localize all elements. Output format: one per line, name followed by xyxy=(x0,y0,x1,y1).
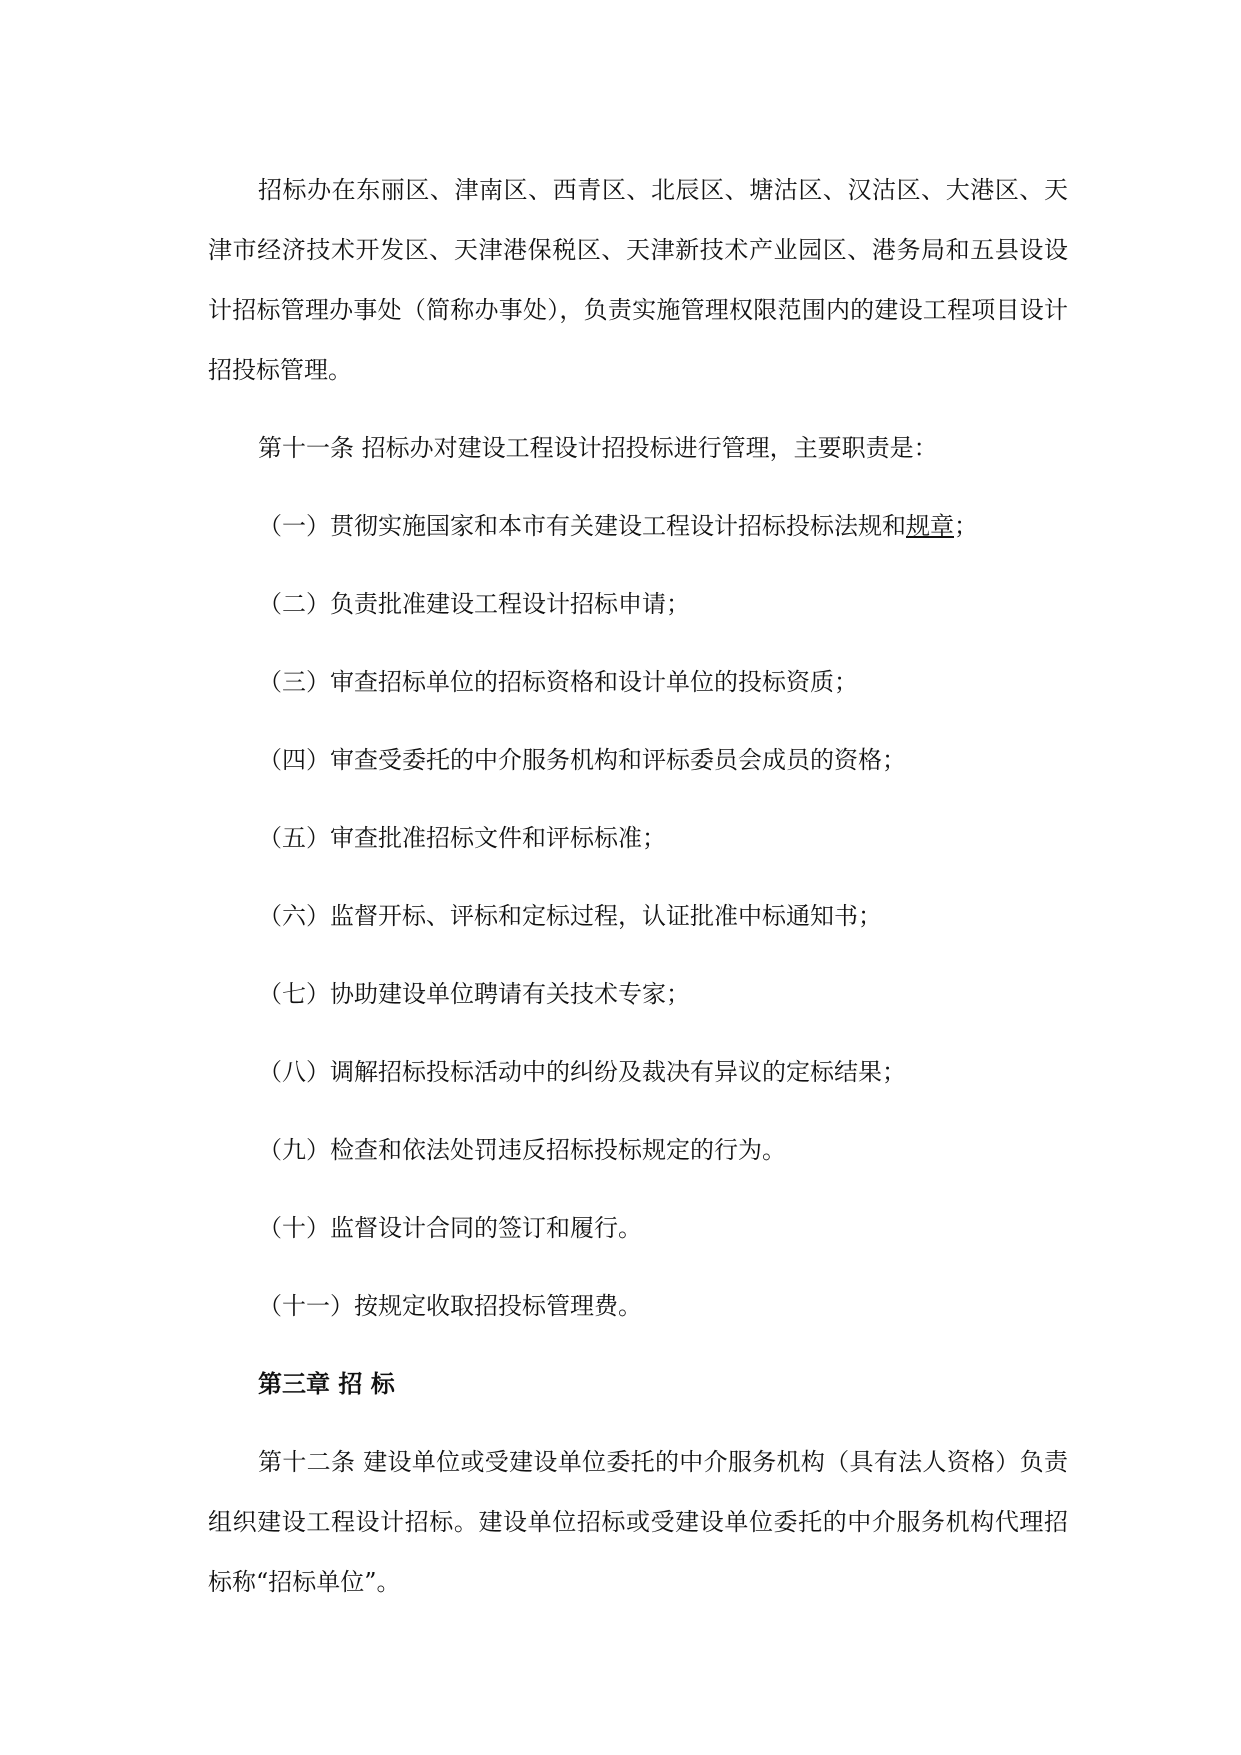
duty-item-7: （七）协助建设单位聘请有关技术专家； xyxy=(258,980,690,1008)
duty-item-11: （十一）按规定收取招投标管理费。 xyxy=(258,1292,642,1320)
duty-item-8: （八）调解招标投标活动中的纠纷及裁决有异议的定标结果； xyxy=(258,1058,906,1086)
document-page xyxy=(208,160,1068,1630)
duty-item-1-text: （一）贯彻实施国家和本市有关建设工程设计招标投标法规和 xyxy=(258,512,906,540)
duty-item-10: （十）监督设计合同的签订和履行。 xyxy=(258,1214,642,1242)
article-11-paragraph: 第十一条 招标办对建设工程设计招投标进行管理，主要职责是： xyxy=(258,434,938,462)
duty-item-4: （四）审查受委托的中介服务机构和评标委员会成员的资格； xyxy=(258,746,906,774)
duty-item-5: （五）审查批准招标文件和评标标准； xyxy=(258,824,666,852)
duty-item-9: （九）检查和依法处罚违反招标投标规定的行为。 xyxy=(258,1136,786,1164)
duty-item-1 xyxy=(208,496,1068,556)
duty-item-1-end: ； xyxy=(954,512,978,540)
regulations-link[interactable]: 规章 xyxy=(906,512,954,540)
intro-paragraph: 招标办在东丽区、津南区、西青区、北辰区、塘沽区、汉沽区、大港区、天津市经济技术开发区、天津港保税区、天津新技术产业园区、港务局和五县设设计招标管理办事处（简称办事处），负责实施管理权限范围内的建设工程项目设计招投标管理。 xyxy=(208,176,1068,384)
chapter-3-heading: 第三章 招 标 xyxy=(258,1370,395,1398)
duty-item-6: （六）监督开标、评标和定标过程，认证批准中标通知书； xyxy=(258,902,882,930)
duty-item-2: （二）负责批准建设工程设计招标申请； xyxy=(258,590,690,618)
duty-item-3: （三）审查招标单位的招标资格和设计单位的投标资质； xyxy=(258,668,858,696)
article-12-paragraph: 第十二条 建设单位或受建设单位委托的中介服务机构（具有法人资格）负责组织建设工程设计招标。建设单位招标或受建设单位委托的中介服务机构代理招标称“招标单位”。 xyxy=(208,1448,1068,1596)
